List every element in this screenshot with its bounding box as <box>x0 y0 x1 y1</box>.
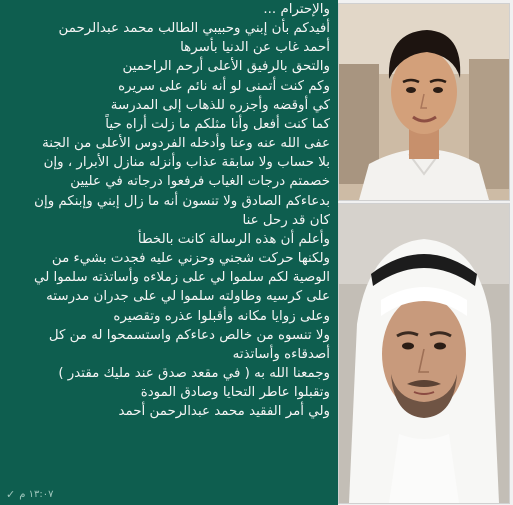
message-line: كان قد رحل عنا <box>242 212 330 228</box>
father-portrait-image <box>339 204 509 503</box>
check-icon: ✓ <box>6 488 16 501</box>
message-line: كما كنت أفعل وأنا مثلكم ما زلت أراه حياً <box>105 116 330 132</box>
message-meta <box>6 488 53 501</box>
message-line: وأعلم أن هذه الرسالة كانت بالخطأ <box>137 231 330 247</box>
message-line: على كرسيه وطاولته سلموا لي على جدران مدرسته <box>46 289 330 305</box>
message-line: بدعاءكم الصادق ولا تنسون أنه ما زال إبني وإبنكم وإن <box>34 193 330 209</box>
message-line: وتقبلوا عاطر التحايا وصادق المودة <box>140 385 330 401</box>
message-line: الوصية لكم سلموا لي على زملاءه وأساتذته سلموا لي <box>34 270 330 286</box>
message-line: أصدقاءه وأساتذته <box>232 346 330 362</box>
message-line: وعلى زوايا مكانه وأقبلوا عذره وتقصيره <box>113 308 330 324</box>
message-line: بلا حساب ولا سابقة عذاب وأنزله منازل الأبرار ، وإن <box>43 155 330 171</box>
message-line: ولي أمر الفقيد محمد عبدالرحمن أحمد <box>118 404 330 420</box>
message-line: وجمعنا الله به ( في مقعد صدق عند مليك مقتدر ) <box>58 365 330 381</box>
message-line: وكم كنت أتمنى لو أنه نائم على سريره <box>118 78 330 94</box>
message-line: كي أوقضه وأجزره للذهاب إلى المدرسة <box>110 97 330 113</box>
message-line: خصمتم درجات الغياب فرفعوا درجاته في عليين <box>70 174 330 190</box>
message-line: أحمد غاب عن الدنيا بأسرها <box>180 40 330 56</box>
message-line: ولكنها حركت شجني وحزني عليه فجدت بشيء من <box>51 251 330 267</box>
message-line: أفيدكم بأن إبني وحبيبي الطالب محمد عبدالرحمن <box>58 21 330 37</box>
message-line: عفى الله عنه وعنا وأدخله الفردوس الأعلى من الجنة <box>42 136 330 152</box>
photo-young-man[interactable] <box>338 3 510 201</box>
message-time: ١٣:٠٧ م <box>19 489 54 500</box>
message-line: ولا تنسوه من خالص دعاءكم واستسمحوا له من كل <box>48 327 330 343</box>
young-man-portrait-image <box>339 4 509 200</box>
photo-father[interactable] <box>338 203 510 504</box>
message-line: والإحترام ... <box>263 2 330 17</box>
message-line: والتحق بالرفيق الأعلى أرحم الراحمين <box>122 59 330 75</box>
